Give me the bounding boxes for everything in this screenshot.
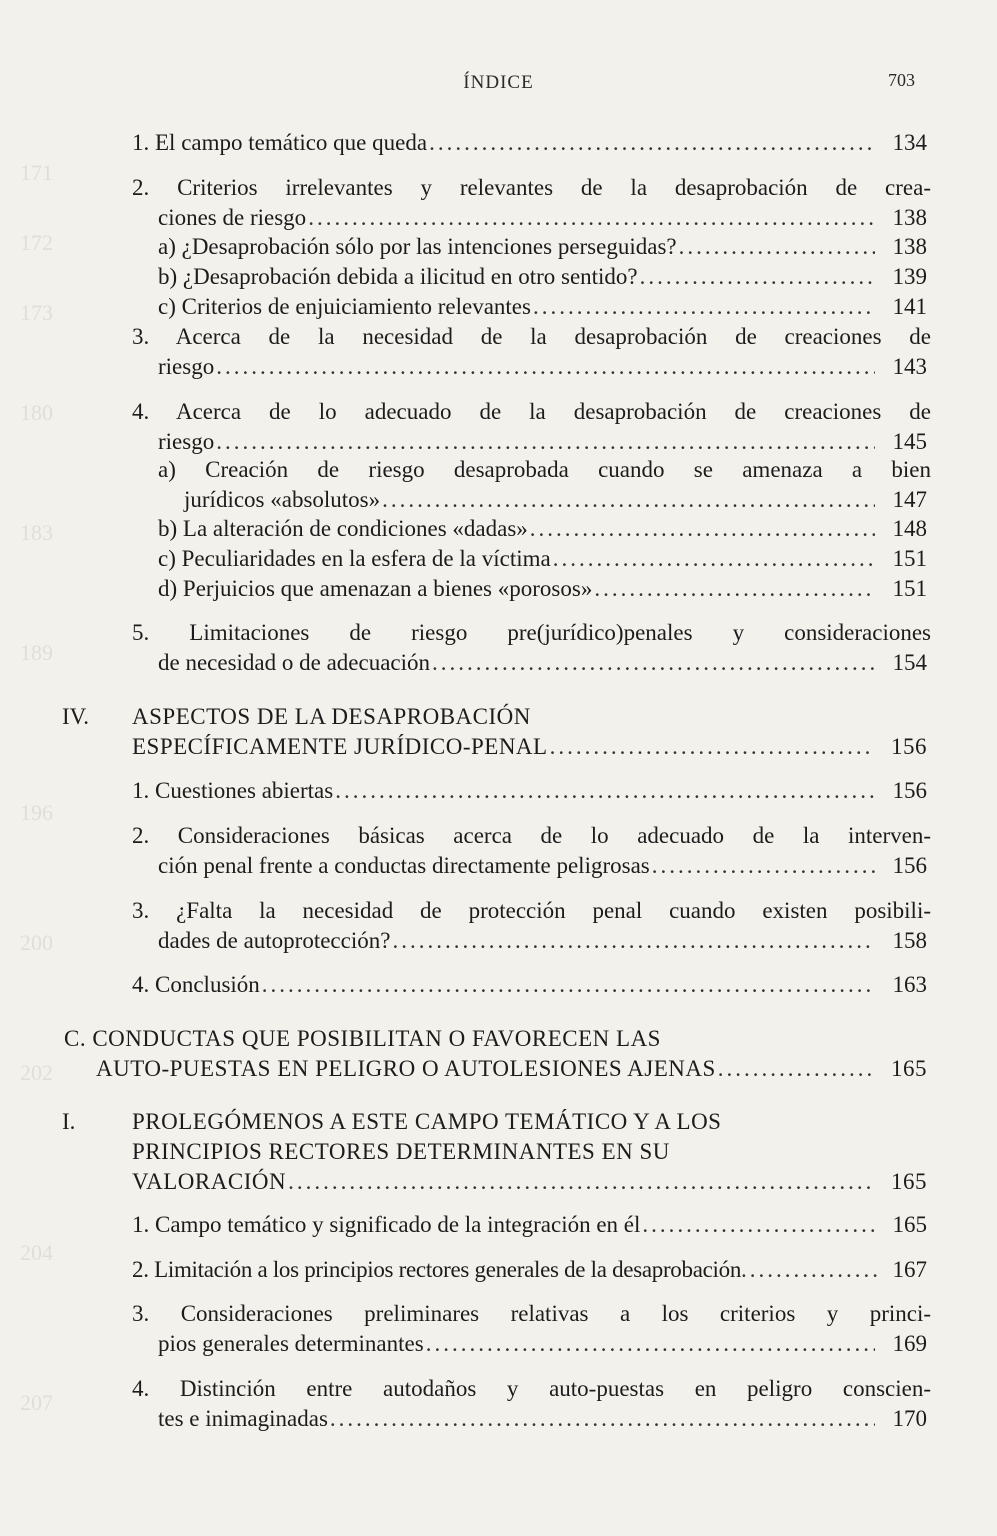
leader-dots (335, 776, 875, 806)
entry-text: 3. Acerca de la necesidad de la desaprobación de creaciones de (132, 324, 931, 349)
entry-text: ESPECÍFICAMENTE JURÍDICO-PENAL (132, 734, 548, 759)
toc-entry (132, 173, 931, 233)
entry-page: 148 (892, 516, 927, 541)
page-number: 703 (888, 70, 915, 90)
toc-entry (158, 514, 927, 544)
entry-text: riesgo (158, 354, 215, 379)
entry-text: b) ¿Desaprobación debida a ilicitud en otro sentido? (158, 264, 638, 289)
entry-text: a) ¿Desaprobación sólo por las intenciones perseguidas? (158, 234, 677, 259)
entry-page: 156 (891, 734, 927, 759)
entry-text: 3. ¿Falta la necesidad de protección penal cuando existen posibili- (132, 898, 931, 923)
entry-text: ciones de riesgo (158, 205, 307, 230)
toc-entry (158, 544, 927, 574)
leader-dots (216, 352, 875, 382)
entry-page: 163 (892, 972, 927, 997)
toc-entry (132, 1255, 927, 1285)
entry-text: b) La alteración de condiciones «dadas» (158, 516, 528, 541)
leader-dots (216, 427, 875, 457)
toc-entry (158, 574, 927, 604)
entry-text: de necesidad o de adecuación (158, 650, 431, 675)
leader-dots (392, 926, 875, 956)
leader-dots (429, 128, 875, 158)
entry-page: 156 (892, 778, 927, 803)
entry-page: 138 (892, 234, 927, 259)
entry-text: 4. Conclusión (132, 972, 260, 997)
entry-text: C. CONDUCTAS QUE POSIBILITAN O FAVORECEN LAS (64, 1026, 661, 1051)
leader-dots (679, 232, 875, 262)
entry-page: 165 (891, 1056, 927, 1081)
leader-dots (741, 1255, 881, 1285)
leader-dots (426, 1329, 875, 1359)
toc-entry (132, 776, 927, 806)
toc-entry (132, 618, 931, 678)
toc-entry (132, 397, 931, 457)
toc-entry (132, 322, 931, 382)
entry-page: 138 (892, 205, 927, 230)
entry-page: 167 (892, 1257, 927, 1282)
leader-dots (530, 514, 875, 544)
entry-text: pios generales determinantes (158, 1331, 424, 1356)
entry-text: PRINCIPIOS RECTORES DETERMINANTES EN SU (132, 1139, 670, 1164)
entry-text: 4. Distinción entre autodaños y auto-puestas en peligro conscien- (132, 1376, 931, 1401)
leader-dots (308, 203, 875, 233)
entry-text: VALORACIÓN (132, 1169, 287, 1194)
toc-entry (158, 292, 927, 322)
entry-page: 134 (892, 130, 927, 155)
leader-dots (382, 485, 875, 515)
entry-page: 147 (892, 487, 927, 512)
section-numeral: I. (62, 1109, 76, 1134)
toc-entry (132, 970, 927, 1000)
entry-text: a) Creación de riesgo desaprobada cuando se amenaza a bien (158, 457, 931, 482)
entry-text: PROLEGÓMENOS A ESTE CAMPO TEMÁTICO Y A LOS (132, 1109, 722, 1134)
toc-entry (132, 1374, 931, 1434)
entry-text: 2. Criterios irrelevantes y relevantes de la desaprobación de crea- (132, 175, 931, 200)
entry-page: 141 (892, 294, 927, 319)
entry-text: AUTO-PUESTAS EN PELIGRO O AUTOLESIONES AJENAS (96, 1056, 716, 1081)
running-head: ÍNDICE (463, 72, 534, 93)
leader-dots (652, 851, 875, 881)
entry-page: 165 (891, 1169, 927, 1194)
toc-entry (132, 128, 927, 158)
entry-text: d) Perjuicios que amenazan a bienes «porosos» (158, 576, 593, 601)
leader-dots (553, 544, 875, 574)
toc-section-heading (132, 702, 927, 762)
entry-text: 3. Consideraciones preliminares relativas a los criterios y princi- (132, 1301, 931, 1326)
toc-entry (158, 455, 931, 515)
toc-section-heading (132, 1107, 927, 1197)
toc-entry (132, 1299, 931, 1359)
entry-text: 1. Cuestiones abiertas (132, 778, 334, 803)
leader-dots (432, 648, 875, 678)
toc-entry (132, 896, 931, 956)
entry-page: 170 (892, 1406, 927, 1431)
section-numeral: IV. (62, 704, 90, 729)
leader-dots (642, 1210, 875, 1240)
toc-part-heading (64, 1024, 927, 1084)
entry-page: 156 (892, 853, 927, 878)
entry-page: 158 (892, 928, 927, 953)
leader-dots (550, 732, 875, 762)
entry-page: 169 (892, 1331, 927, 1356)
entry-text: 2. Limitación a los principios rectores generales de la desaprobación (132, 1257, 742, 1282)
entry-text: ción penal frente a conductas directamente peligrosas (158, 853, 650, 878)
entry-page: 139 (892, 264, 927, 289)
toc-entry (132, 1210, 927, 1240)
entry-text: 1. El campo temático que queda (132, 130, 428, 155)
entry-page: 165 (892, 1212, 927, 1237)
entry-text: riesgo (158, 429, 215, 454)
entry-page: 151 (892, 576, 927, 601)
leader-dots (640, 262, 875, 292)
entry-text: 2. Consideraciones básicas acerca de lo adecuado de la interven- (132, 823, 931, 848)
leader-dots (330, 1404, 875, 1434)
leader-dots (718, 1054, 875, 1084)
entry-text: jurídicos «absolutos» (184, 487, 381, 512)
leader-dots (594, 574, 875, 604)
leader-dots (288, 1167, 875, 1197)
entry-page: 154 (892, 650, 927, 675)
leader-dots (533, 292, 875, 322)
entry-text: tes e inimaginadas (158, 1406, 328, 1431)
entry-text: c) Peculiaridades en la esfera de la víctima (158, 546, 551, 571)
entry-text: 1. Campo temático y significado de la integración en él (132, 1212, 641, 1237)
entry-text: dades de autoprotección? (158, 928, 391, 953)
entry-text: 5. Limitaciones de riesgo pre(jurídico)penales y consideraciones (132, 620, 931, 645)
entry-text: ASPECTOS DE LA DESAPROBACIÓN (132, 704, 531, 729)
entry-page: 143 (892, 354, 927, 379)
entry-page: 145 (892, 429, 927, 454)
toc-entry (158, 232, 927, 262)
leader-dots (262, 970, 875, 1000)
toc-entry (132, 821, 931, 881)
entry-page: 151 (892, 546, 927, 571)
entry-text: c) Criterios de enjuiciamiento relevantes (158, 294, 531, 319)
toc-entry (158, 262, 927, 292)
entry-text: 4. Acerca de lo adecuado de la desaprobación de creaciones de (132, 399, 931, 424)
